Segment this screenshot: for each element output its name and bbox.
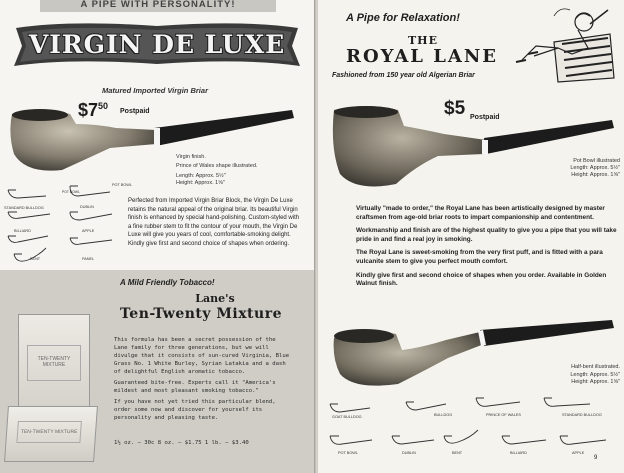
shape-label-apple: APPLE — [572, 451, 585, 455]
pot-length: Length: Approx. 5½" — [570, 165, 620, 171]
virgin-description: Perfected from Imported Virgin Briar Block, the Virgin De Luxe retains the natural appeal of the original briar. Its beautiful Virgin finish is enhanced by special hand-polishing. Custom-styled with a fine rubber stem to fit the contour of your mouth, the Virgin De Luxe will give you years of cool, comfortable-smoking delight. Kindly give first and second choice of shapes when ordering. — [128, 198, 300, 247]
length-spec: Length: Approx. 5½" — [176, 173, 226, 179]
relaxing-man-cartoon — [514, 2, 618, 86]
tobacco-paragraph: If you have not yet tried this particular blend, order some now and discover for yourself its personality and pleasing taste. — [114, 399, 276, 421]
product-subtitle: Fashioned from 150 year old Algerian Briar — [332, 72, 475, 79]
description-paragraph: Kindly give first and second choice of shapes when you order. Available in Golden Walnut finish. — [356, 271, 607, 288]
shape-label-billiard: BILLIARD — [510, 451, 527, 455]
subtitle: Matured Imported Virgin Briar — [102, 86, 208, 95]
tobacco-prices: 1½ oz. — 30c 8 oz. — $1.75 1 lb. — $3.40 — [114, 440, 249, 446]
tobacco-name: Ten-Twenty Mixture — [120, 306, 282, 322]
royal-lane-pot-pipe-image — [326, 104, 618, 196]
shape-label-standard-bulldog: STANDARD BULLDOG — [562, 413, 602, 417]
tobacco-brand: Lane's — [195, 292, 235, 305]
shape-label-bent: BENT — [30, 257, 41, 261]
description-paragraph: The Royal Lane is sweet-smoking from the very first puff, and is fitted with a para vulcanite stem to give you perfect mouth comfort. — [356, 249, 603, 265]
tin-flat-label: TEN-TWENTY MIXTURE — [16, 421, 82, 443]
title-prefix: THE — [408, 34, 438, 47]
virgin-de-luxe-section — [0, 0, 316, 270]
shape-label-pot-bowl: POT BOWL — [112, 183, 132, 187]
product-title: ROYAL LANE — [346, 46, 499, 67]
shape-label-standard-bulldog: STANDARD BULLDOG — [4, 206, 44, 210]
height-spec: Height: Approx. 1⅝" — [176, 180, 225, 186]
shape-label-dublin: DUBLIN — [80, 205, 94, 209]
description-paragraph: Workmanship and finish are of the highest quality to give you a pipe that you will take pride in and find a real joy in smoking. — [356, 227, 617, 243]
price-cents: 50 — [98, 101, 109, 111]
tobacco-description — [114, 336, 290, 425]
shape-caption: Prince of Wales shape illustrated. — [176, 163, 258, 169]
price-dollars: $7 — [78, 100, 99, 120]
shape-label-apple: APPLE — [82, 229, 95, 233]
price: $5 — [444, 98, 466, 119]
brand-banner — [10, 20, 304, 72]
pot-height: Height: Approx. 1⅝" — [571, 172, 620, 178]
pot-caption: Pot Bowl illustrated — [573, 158, 620, 164]
tobacco-tin-flat-image — [4, 406, 98, 462]
top-banner: A PIPE WITH PERSONALITY! — [40, 0, 276, 12]
postpaid-label: Postpaid — [470, 114, 500, 121]
shape-label-bent: BENT — [452, 451, 463, 455]
bent-caption: Half-bent illustrated. — [571, 364, 620, 370]
tobacco-tin-tall-image — [18, 314, 90, 410]
shape-outlines-left — [4, 182, 124, 266]
tobacco-tagline: A Mild Friendly Tobacco! — [120, 278, 215, 287]
finish-caption: Virgin finish. — [176, 154, 206, 160]
shape-label-pot-bowl: POT BOWL — [338, 451, 358, 455]
tobacco-paragraph: Guaranteed bite-free. Experts call it "America's mildest and most pleasant smoking tobacco." — [114, 380, 276, 394]
shape-label-pot: POT BOWL — [62, 190, 80, 194]
bent-length: Length: Approx. 5½" — [570, 372, 620, 378]
headline: A Pipe for Relaxation! — [346, 12, 460, 24]
shape-label-goat-bulldog: GOAT BULLDOG — [332, 415, 362, 419]
right-page — [318, 0, 624, 473]
shape-label-prince-of-wales: PRINCE OF WALES — [486, 413, 521, 417]
tin-label: TEN-TWENTY MIXTURE — [27, 345, 81, 381]
page-number: 9 — [594, 455, 598, 461]
royal-lane-description — [356, 205, 618, 294]
ten-twenty-section — [0, 270, 316, 473]
postpaid-label: Postpaid — [120, 108, 150, 115]
shape-label-dublin: DUBLIN — [402, 451, 416, 455]
shape-label-bulldog: BULLDOG — [434, 413, 453, 417]
shape-label-panel: PANEL — [82, 257, 95, 261]
bent-height: Height: Approx. 1⅝" — [571, 379, 620, 385]
shape-label-billiard: BILLIARD — [14, 229, 31, 233]
description-paragraph: Virtually "made to order," the Royal Lane has been artistically designed by master craftsmen from age-old briar roots to impart companionship and contentment. — [356, 205, 605, 221]
tobacco-paragraph: This formula has been a secret possession of the Lane family for three generations, but we will divulge that it consists of sun-cured Virginia, Blue Grass No. 1 White Burley, Syrian Latakia and a dash of delightful English aromatic tobacco. — [114, 337, 290, 375]
brand-title: VIRGIN DE LUXE — [28, 30, 286, 59]
